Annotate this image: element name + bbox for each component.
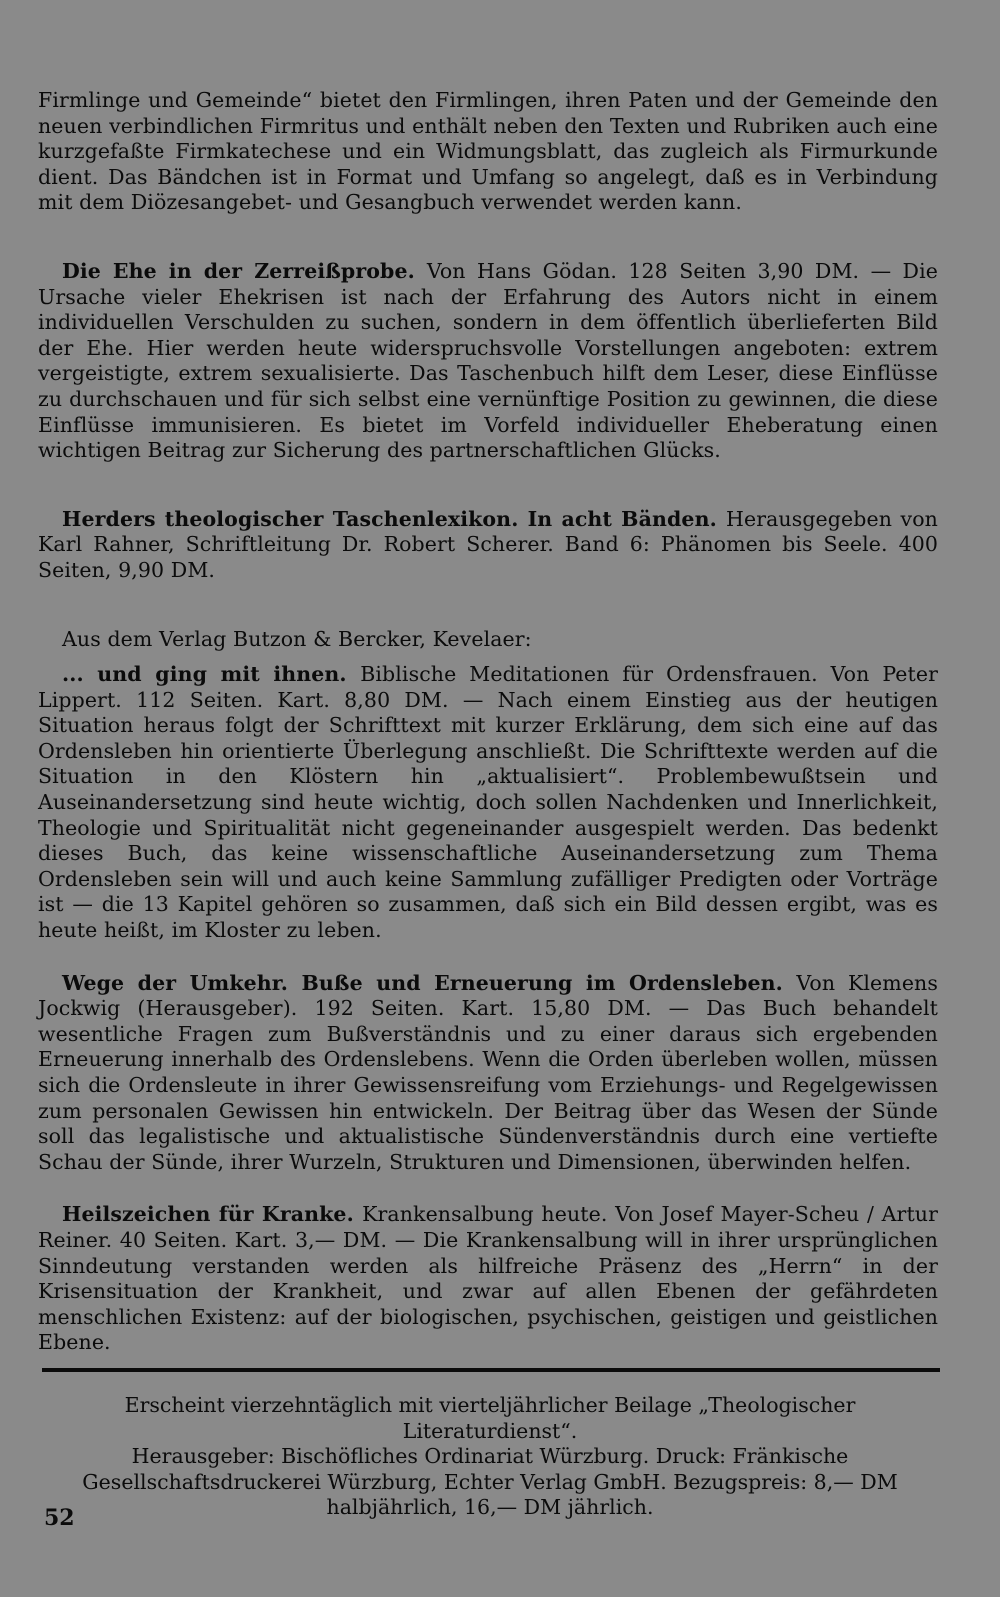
entry-text: Von Klemens Jockwig (Herausgeber). 192 Seiten. Kart. 15,80 DM. — Das Buch behandelt wesentliche Fragen zum Bußverständnis und zu einer daraus sich ergebenden Erneuerung innerhalb des Ordenslebens. Wenn die Orden überleben wollen, müssen sich die Ordensleute in ihrer Gewissensreifung vom Erziehungs- und Regelgewissen zum personalen Gewissen hin entwickeln. Der Beitrag über das Wesen der Sünde soll das legalistische und aktualistische Sündenverständnis durch eine vertiefte Schau der Sünde, ihrer Wurzeln, Strukturen und Dimensionen, überwinden helfen. <box>38 970 938 1174</box>
publisher-heading <box>38 627 938 653</box>
book-entry <box>38 88 938 216</box>
page-number: 52 <box>44 1505 75 1531</box>
entry-title: Wege der Umkehr. Buße und Erneuerung im Ordensleben. <box>62 970 797 995</box>
entry-text: Biblische Meditationen für Ordensfrauen. Von Peter Lippert. 112 Seiten. Kart. 8,80 DM. — Nach einem Einstieg aus der heutigen Situation heraus folgt der Schrifttext mit kurzer Erklärung, dem sich eine auf das Ordensleben hin orientierte Überlegung anschließt. Die Schrifttexte werden auf die Situation in den Klöstern hin „aktualisiert“. Problembewußtsein und Auseinandersetzung sind heute wichtig, doch sollen Nachdenken und Innerlichkeit, Theologie und Spiritualität nicht gegeneinander ausgespielt werden. Das bedenkt dieses Buch, das keine wissenschaftliche Auseinandersetzung zum Thema Ordensleben sein will und auch keine Sammlung zufälliger Predigten oder Vorträge ist — die 13 Kapitel gehören so zusammen, daß sich ein Bild dessen ergibt, was es heute heißt, im Kloster zu leben. <box>38 662 938 943</box>
main-text-column <box>38 88 938 1356</box>
entry-title: ... und ging mit ihnen. <box>62 662 361 687</box>
book-entry <box>38 971 938 1176</box>
publisher-heading-text: Aus dem Verlag Butzon & Bercker, Kevelaer: <box>62 626 532 651</box>
footer-line-2: Herausgeber: Bischöfliches Ordinariat Würzburg. Druck: Fränkische Gesellschaftsdruckerei Würzburg, Echter Verlag GmbH. Bezugspreis: 8,— DM halbjährlich, 16,— DM jährlich. <box>82 1444 898 1520</box>
entry-text: Von Hans Gödan. 128 Seiten 3,90 DM. — Die Ursache vieler Ehekrisen ist nach der Erfahrung des Autors nicht in einem individuellen Verschulden zu suchen, sondern in dem öffentlich überlieferten Bild der Ehe. Hier werden heute widerspruchsvolle Vorstellungen angeboten: extrem vergeistigte, extrem sexualisierte. Das Taschenbuch hilft dem Leser, diese Einflüsse zu durchschauen und für sich selbst eine vernünftige Position zu gewinnen, die diese Einflüsse immunisieren. Es bietet im Vorfeld individueller Eheberatung einen wichtigen Beitrag zur Sicherung des partnerschaftlichen Glücks. <box>38 258 938 463</box>
imprint-footer <box>40 1393 940 1521</box>
entry-title: Die Ehe in der Zerreißprobe. <box>62 258 427 283</box>
footer-divider <box>42 1368 940 1372</box>
book-entry <box>38 662 938 944</box>
book-entry <box>38 1202 938 1356</box>
book-entry <box>38 507 938 584</box>
book-entry <box>38 259 938 464</box>
footer-line-1: Erscheint vierzehntäglich mit vierteljährlicher Beilage „Theologischer Literaturdienst“. <box>124 1393 856 1443</box>
entry-title: Herders theologischer Taschenlexikon. In acht Bänden. <box>62 506 726 531</box>
entry-title: Heilszeichen für Kranke. <box>62 1202 363 1227</box>
entry-text: Firmlinge und Gemeinde“ bietet den Firmlingen, ihren Paten und der Gemeinde den neuen verbindlichen Firmritus und enthält neben den Texten und Rubriken auch eine kurzgefaßte Firmkatechese und ein Widmungsblatt, das zugleich als Firmurkunde dient. Das Bändchen ist in Format und Umfang so angelegt, daß es in Verbindung mit dem Diözesangebet- und Gesangbuch verwendet werden kann. <box>38 88 938 215</box>
entry-text: Herausgegeben von Karl Rahner, Schriftleitung Dr. Robert Scherer. Band 6: Phänomen bis Seele. 400 Seiten, 9,90 DM. <box>38 506 938 582</box>
entry-text: Krankensalbung heute. Von Josef Mayer-Scheu / Artur Reiner. 40 Seiten. Kart. 3,— DM. — Die Krankensalbung will in ihrer ursprünglichen Sinndeutung verstanden werden als hilfreiche Präsenz des „Herrn“ in der Krisensituation der Krankheit, und zwar auf allen Ebenen der gefährdeten menschlichen Existenz: auf der biologischen, psychischen, geistigen und geistlichen Ebene. <box>38 1202 938 1355</box>
